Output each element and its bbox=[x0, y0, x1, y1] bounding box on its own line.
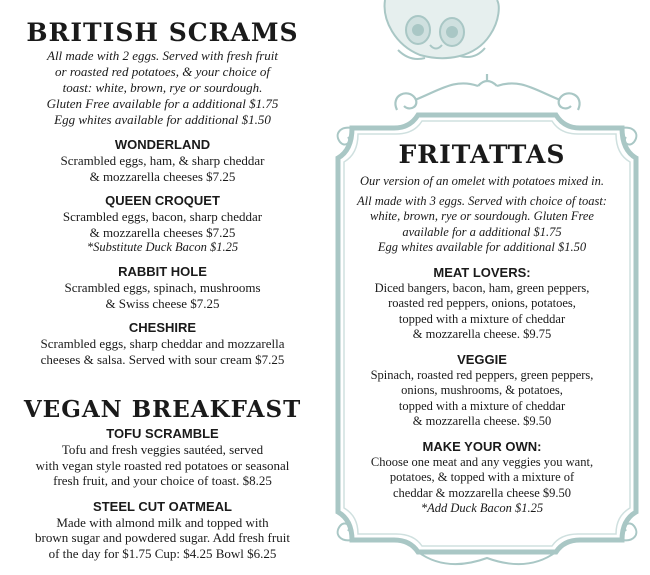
menu-item-desc: & mozzarella cheese. $9.50 bbox=[412, 414, 552, 428]
menu-item-desc: topped with a mixture of cheddar bbox=[398, 311, 566, 326]
menu-item-desc: & Swiss cheese $7.25 bbox=[105, 295, 220, 311]
menu-item-desc: & mozzarella cheeses $7.25 bbox=[89, 224, 236, 240]
intro-line: Gluten Free available for a additional $1.75 bbox=[46, 96, 279, 111]
menu-item-desc: Scrambled eggs, sharp cheddar and mozzarella bbox=[40, 336, 285, 351]
menu-item-title: MAKE YOUR OWN: bbox=[422, 438, 542, 454]
menu-item-steel-cut-oatmeal bbox=[0, 499, 325, 562]
menu-item-title: CHESHIRE bbox=[128, 320, 197, 335]
menu-item-desc: of the day for $1.75 Cup: $4.25 Bowl $6.25 bbox=[48, 545, 277, 561]
menu-item-desc: fresh fruit, and your choice of toast. $8.25 bbox=[53, 473, 272, 488]
intro-line: white, brown, rye or sourdough. Gluten Free bbox=[370, 209, 594, 223]
menu-item-meat-lovers bbox=[337, 265, 627, 343]
fritattas-intro bbox=[337, 174, 627, 256]
menu-item-desc: Scrambled eggs, spinach, mushrooms bbox=[64, 280, 261, 295]
fritattas-title: FRITATTAS bbox=[398, 140, 566, 169]
intro-line: Our version of an omelet with potatoes mixed in. bbox=[359, 174, 605, 188]
intro-line: or roasted red potatoes, & your choice of bbox=[55, 64, 270, 79]
menu-item-note: *Substitute Duck Bacon $1.25 bbox=[86, 240, 239, 254]
menu-item-desc: roasted red peppers, onions, potatoes, bbox=[388, 296, 576, 310]
british-scrams-title: BRITISH SCRAMS bbox=[26, 18, 299, 47]
menu-item-note: *Add Duck Bacon $1.25 bbox=[420, 501, 544, 515]
intro-line: available for a additional $1.75 bbox=[402, 224, 562, 239]
menu-item-veggie bbox=[337, 352, 627, 430]
menu-item-desc: Made with almond milk and topped with bbox=[56, 514, 269, 530]
menu-item-desc: potatoes, & topped with a mixture of bbox=[389, 470, 575, 484]
menu-item-make-your-own bbox=[337, 439, 627, 517]
frame-top-scroll bbox=[395, 74, 579, 110]
fritattas-section bbox=[337, 140, 627, 516]
top-ornament-illustration bbox=[385, 0, 499, 59]
menu-item-title: QUEEN CROQUET bbox=[105, 193, 220, 208]
vegan-breakfast-section bbox=[0, 396, 325, 561]
menu-item-desc: Diced bangers, bacon, ham, green peppers, bbox=[374, 280, 590, 295]
menu-item-queen-croquet bbox=[0, 193, 325, 255]
menu-item-desc: & mozzarella cheeses $7.25 bbox=[89, 168, 236, 184]
intro-line: toast: white, brown, rye or sourdough. bbox=[62, 80, 263, 95]
menu-item-title: TOFU SCRAMBLE bbox=[106, 426, 219, 441]
menu-item-tofu-scramble bbox=[0, 426, 325, 489]
british-scrams-section bbox=[0, 18, 325, 367]
british-scrams-intro bbox=[0, 48, 325, 128]
intro-line: Egg whites available for additional $1.50 bbox=[54, 112, 271, 127]
menu-item-desc: Scrambled eggs, bacon, sharp cheddar bbox=[62, 209, 263, 224]
menu-item-title: MEAT LOVERS: bbox=[433, 264, 531, 280]
intro-line: All made with 3 eggs. Served with choice of toast: bbox=[357, 193, 607, 208]
intro-line: Egg whites available for additional $1.50 bbox=[377, 240, 587, 254]
menu-item-title: RABBIT HOLE bbox=[118, 264, 207, 279]
menu-item-desc: topped with a mixture of cheddar bbox=[398, 398, 566, 413]
menu-item-cheshire bbox=[0, 320, 325, 367]
menu-item-desc: with vegan style roasted red potatoes or seasonal bbox=[35, 457, 290, 473]
menu-item-wonderland bbox=[0, 137, 325, 184]
menu-item-title: STEEL CUT OATMEAL bbox=[93, 498, 232, 514]
menu-item-title: VEGGIE bbox=[457, 351, 507, 367]
menu-item-desc: Tofu and fresh veggies sautéed, served bbox=[61, 442, 264, 457]
menu-item-desc: cheeses & salsa. Served with sour cream $7.25 bbox=[40, 351, 285, 367]
menu-item-desc: Choose one meat and any veggies you want, bbox=[370, 454, 594, 469]
menu-item-desc: Spinach, roasted red peppers, green peppers, bbox=[370, 367, 594, 382]
menu-item-desc: & mozzarella cheese. $9.75 bbox=[412, 327, 552, 341]
vegan-breakfast-title: VEGAN BREAKFAST bbox=[23, 396, 302, 423]
menu-item-rabbit-hole bbox=[0, 264, 325, 311]
menu-item-desc: brown sugar and powdered sugar. Add fresh fruit bbox=[35, 530, 290, 545]
menu-item-title: WONDERLAND bbox=[114, 137, 211, 152]
intro-line: All made with 2 eggs. Served with fresh fruit bbox=[47, 48, 278, 63]
menu-item-desc: onions, mushrooms, & potatoes, bbox=[401, 383, 563, 397]
menu-item-desc: cheddar & mozzarella cheese $9.50 bbox=[392, 485, 572, 500]
menu-item-desc: Scrambled eggs, ham, & sharp cheddar bbox=[60, 153, 265, 168]
